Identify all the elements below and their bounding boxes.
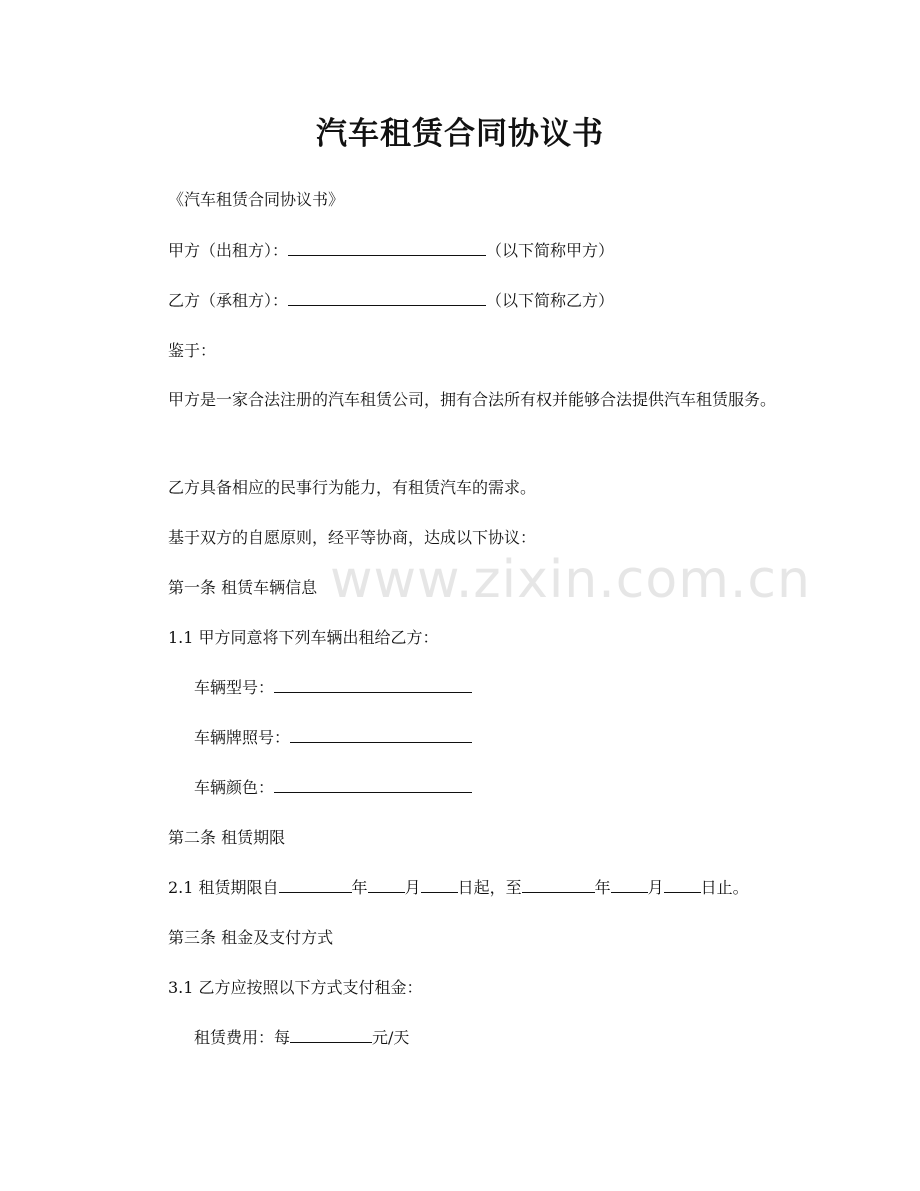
- agreement-intro: 基于双方的自愿原则，经平等协商，达成以下协议：: [168, 528, 537, 547]
- end-day-label: 日止。: [700, 878, 749, 897]
- start-month-label: 月: [404, 878, 421, 897]
- start-month-blank[interactable]: [368, 877, 405, 893]
- party-a-note: （以下简称甲方）: [486, 241, 615, 260]
- end-month-blank[interactable]: [611, 877, 648, 893]
- article-2-heading: 第二条 租赁期限: [168, 828, 286, 847]
- watermark: www.zixin.com.cn: [330, 550, 811, 610]
- article-1-heading: 第一条 租赁车辆信息: [168, 578, 318, 597]
- start-year-blank[interactable]: [279, 877, 352, 893]
- rental-fee-prefix: 租赁费用：每: [194, 1028, 291, 1047]
- party-a-blank[interactable]: [288, 240, 486, 256]
- lease-period-prefix: 2.1 租赁期限自: [168, 878, 279, 897]
- rental-fee-suffix: 元/天: [372, 1028, 410, 1047]
- vehicle-model-blank[interactable]: [274, 677, 472, 693]
- clause-1-1: 1.1 甲方同意将下列车辆出租给乙方：: [168, 628, 439, 647]
- party-b-label: 乙方（承租方）：: [168, 291, 289, 310]
- party-b-line: [168, 290, 614, 312]
- whereas-label: 鉴于：: [168, 341, 217, 360]
- rental-fee-line: [194, 1027, 409, 1049]
- start-day-label: 日起，至: [457, 878, 522, 897]
- vehicle-plate-label: 车辆牌照号：: [194, 728, 291, 747]
- clause-3-1: 3.1 乙方应按照以下方式支付租金：: [168, 978, 423, 997]
- vehicle-color-line: [194, 777, 472, 799]
- end-month-label: 月: [647, 878, 664, 897]
- clause-2-1: [168, 877, 749, 899]
- whereas-paragraph-1: 甲方是一家合法注册的汽车租赁公司，拥有合法所有权并能够合法提供汽车租赁服务。: [168, 390, 777, 409]
- vehicle-model-label: 车辆型号：: [194, 678, 275, 697]
- vehicle-color-label: 车辆颜色：: [194, 778, 275, 797]
- vehicle-color-blank[interactable]: [274, 777, 472, 793]
- end-year-label: 年: [594, 878, 611, 897]
- vehicle-plate-line: [194, 727, 472, 749]
- end-day-blank[interactable]: [664, 877, 701, 893]
- party-b-blank[interactable]: [288, 290, 486, 306]
- party-a-line: [168, 240, 614, 262]
- end-year-blank[interactable]: [522, 877, 595, 893]
- party-a-label: 甲方（出租方）：: [168, 241, 289, 260]
- start-year-label: 年: [351, 878, 368, 897]
- start-day-blank[interactable]: [421, 877, 458, 893]
- rental-fee-blank[interactable]: [290, 1027, 372, 1043]
- article-3-heading: 第三条 租金及支付方式: [168, 928, 334, 947]
- document-title: 汽车租赁合同协议书: [316, 116, 604, 152]
- vehicle-plate-blank[interactable]: [290, 727, 472, 743]
- vehicle-model-line: [194, 677, 472, 699]
- contract-name: 《汽车租赁合同协议书》: [168, 190, 345, 209]
- whereas-paragraph-2: 乙方具备相应的民事行为能力，有租赁汽车的需求。: [168, 478, 537, 497]
- party-b-note: （以下简称乙方）: [486, 291, 615, 310]
